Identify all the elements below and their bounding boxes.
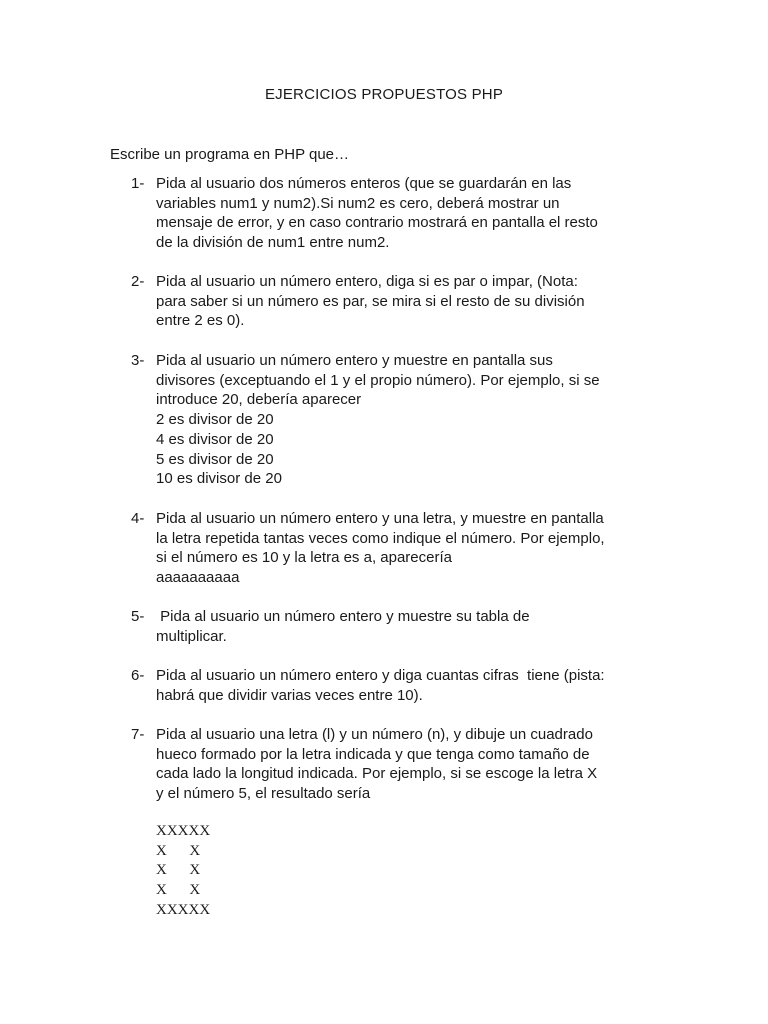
pattern-line: X X	[156, 882, 201, 899]
exercise-line: Pida al usuario un número entero y muestre en pantalla sus	[156, 352, 553, 369]
exercise-line: y el número 5, el resultado sería	[156, 785, 371, 803]
pattern-line: X X	[156, 842, 201, 859]
exercise-line: divisores (exceptuando el 1 y el propio número). Por ejemplo, si se	[156, 371, 600, 389]
exercise-number: 7-	[131, 726, 145, 743]
square-pattern-example	[156, 822, 210, 921]
document-title: EJERCICIOS PROPUESTOS PHP	[264, 86, 504, 103]
exercise-line: Pida al usuario un número entero y una letra, y muestre en pantalla	[156, 510, 604, 527]
exercise-text	[156, 725, 676, 804]
exercise-number: 2-	[131, 273, 145, 290]
exercise-line: hueco formado por la letra indicada y que tenga como tamaño de	[156, 745, 590, 763]
pattern-line: XXXXX	[156, 901, 211, 918]
exercise-line: multiplicar.	[156, 627, 227, 645]
exercise-line: entre 2 es 0).	[156, 312, 245, 330]
exercise-number: 1-	[131, 175, 145, 192]
exercise-text	[156, 351, 676, 489]
exercise-text	[156, 666, 676, 705]
intro-text: Escribe un programa en PHP que…	[110, 146, 350, 163]
exercise-line: Pida al usuario una letra (l) y un número (n), y dibuje un cuadrado	[156, 726, 593, 743]
exercise-line: 5 es divisor de 20	[156, 450, 274, 468]
exercise-line: cada lado la longitud indicada. Por ejemplo, si se escoge la letra X	[156, 765, 598, 783]
exercise-line: 10 es divisor de 20	[156, 470, 282, 488]
exercise-line: Pida al usuario un número entero y muestre su tabla de	[156, 608, 530, 625]
exercise-line: Pida al usuario un número entero y diga cuantas cifras tiene (pista:	[156, 667, 605, 684]
pattern-line: X X	[156, 862, 201, 879]
exercise-line: la letra repetida tantas veces como indique el número. Por ejemplo,	[156, 529, 605, 547]
exercise-text	[156, 272, 676, 331]
exercise-line: Pida al usuario dos números enteros (que se guardarán en las	[156, 175, 572, 192]
exercise-line: habrá que dividir varias veces entre 10).	[156, 686, 423, 704]
exercise-text	[156, 607, 676, 646]
exercise-number: 6-	[131, 667, 145, 684]
exercise-line: introduce 20, debería aparecer	[156, 391, 362, 409]
exercise-line: de la división de num1 entre num2.	[156, 234, 390, 252]
exercise-number: 5-	[131, 608, 145, 625]
exercise-line: para saber si un número es par, se mira si el resto de su división	[156, 292, 585, 310]
exercise-text	[156, 509, 676, 588]
pattern-line: XXXXX	[156, 823, 211, 839]
exercise-number: 4-	[131, 510, 145, 527]
exercise-number: 3-	[131, 352, 145, 369]
exercise-line: aaaaaaaaaa	[156, 569, 240, 587]
exercise-text	[156, 174, 676, 253]
exercise-line: Pida al usuario un número entero, diga si es par o impar, (Nota:	[156, 273, 578, 290]
exercise-line: mensaje de error, y en caso contrario mostrará en pantalla el resto	[156, 214, 598, 232]
exercise-line: 2 es divisor de 20	[156, 411, 274, 429]
exercise-line: variables num1 y num2).Si num2 es cero, deberá mostrar un	[156, 194, 560, 212]
exercise-line: si el número es 10 y la letra es a, aparecería	[156, 549, 452, 567]
exercise-line: 4 es divisor de 20	[156, 430, 274, 448]
